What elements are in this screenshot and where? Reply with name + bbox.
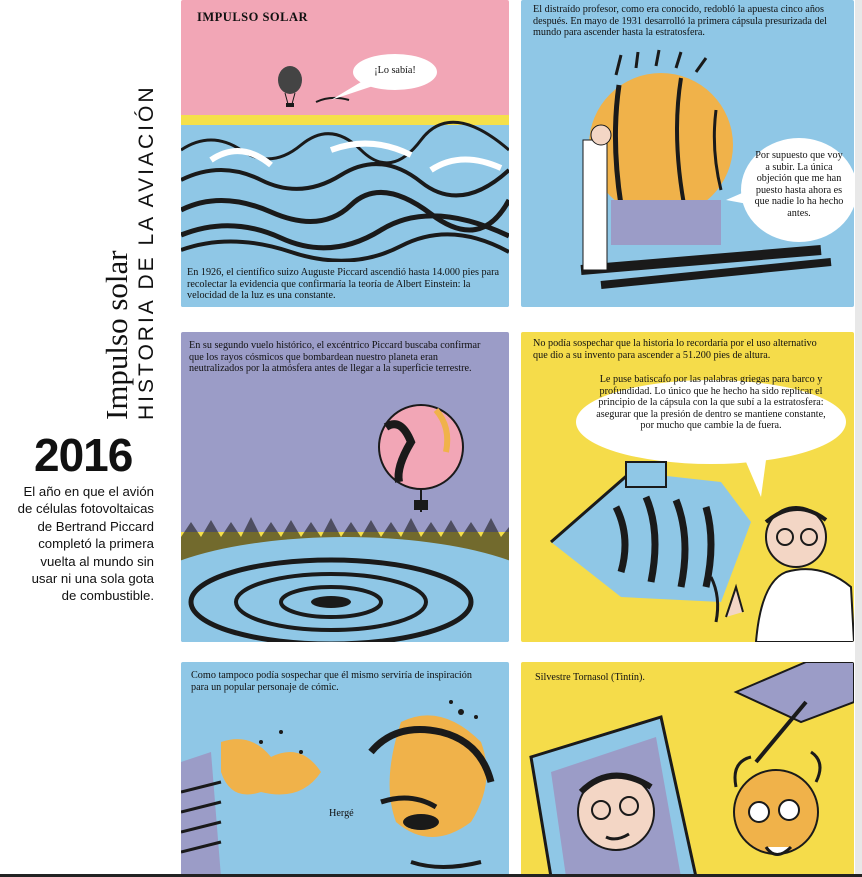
panel-6-illustration <box>521 662 854 877</box>
panel-1-illustration <box>181 0 509 307</box>
sidebar <box>0 0 175 877</box>
comic-panel-3 <box>181 332 509 642</box>
year-heading: 2016 <box>34 429 133 481</box>
comic-panel-5 <box>181 662 509 877</box>
vertical-title <box>100 85 160 420</box>
panel-2-speech-bubble: Por supuesto que voy a subir. La única objeción que me han puesto hasta ahora es que nadie lo ha hecho antes. <box>754 150 844 219</box>
panel-2-caption: El distraído profesor, como era conocido, redobló la apuesta cinco años después. En mayo de 1931 desarrolló la primera cápsula presurizada del mundo para ascender hasta la estratosfera. <box>533 4 827 39</box>
comic-panel-1 <box>181 0 509 307</box>
comic-panel-2 <box>521 0 854 307</box>
panel-5-label: Hergé <box>329 808 354 819</box>
feature-title: Impulso solar <box>99 250 134 420</box>
comic-panel-4 <box>521 332 854 642</box>
panel-4-speech-bubble: Le puse batiscafo por las palabras griegas para barco y profundidad. Lo único que he hecho ha sido replicar el principio de la cápsula con la que subí a la estratosfera: asegurar que la presión de dentro se mantiene constante, por mucho que cambie la de fuera. <box>596 374 826 432</box>
panel-6-caption: Silvestre Tornasol (Tintín). <box>535 672 645 683</box>
panel-4-caption: No podía sospechar que la historia lo recordaría por el uso alternativo que dio a su invento para ascender a 51.200 pies de altura. <box>533 338 817 361</box>
panel-1-title: IMPULSO SOLAR <box>197 10 309 24</box>
series-title: HISTORIA DE LA AVIACIÓN <box>135 84 158 420</box>
comic-panel-6 <box>521 662 854 877</box>
panel-5-illustration <box>181 662 509 877</box>
panel-1-caption: En 1926, el científico suizo Auguste Piccard ascendió hasta 14.000 pies para recolectar la evidencia que confirmaría la teoría de Albert Einstein: la velocidad de la luz es una constante. <box>187 267 500 302</box>
panel-5-caption: Como tampoco podía sospechar que él mismo serviría de inspiración para un popular personaje de cómic. <box>191 670 472 693</box>
page-edge <box>855 0 862 877</box>
panel-1-speech-bubble: ¡Lo sabía! <box>374 65 416 76</box>
panel-3-illustration <box>181 332 509 642</box>
year-description: El año en que el avión de células fotovoltaicas de Bertrand Piccard completó la primera vuelta al mundo sin usar ni una sola gota de combustible. <box>17 484 154 604</box>
panel-3-caption: En su segundo vuelo histórico, el excéntrico Piccard buscaba confirmar que los rayos cósmicos que bombardean nuestro planeta eran neutralizados por la atmósfera antes de llegar a la superficie terrestre. <box>189 340 481 375</box>
